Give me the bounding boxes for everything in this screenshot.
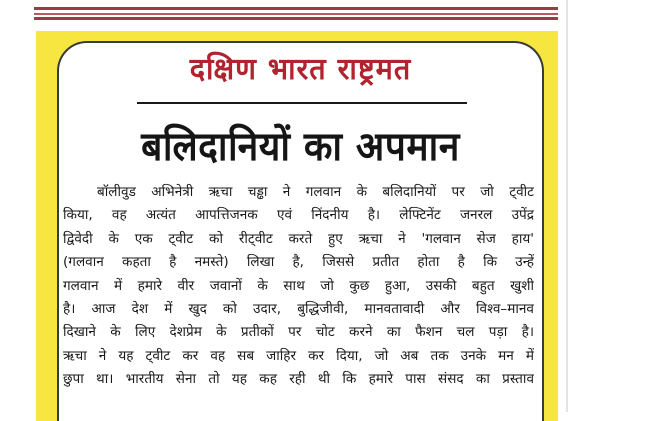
article-line: गलवान में हमारे वीर जवानों के साथ जो कुछ हुआ, उसकी बहुत खुशी [63, 277, 534, 294]
page-edge-divider [566, 0, 568, 412]
page-margin [566, 0, 650, 412]
top-rule-2 [34, 13, 558, 15]
masthead-title: दक्षिण भारत राष्ट्रमत [189, 52, 412, 87]
article-line: है। आज देश में खुद को उदार, बुद्धिजीवी, मानवतावादी और विश्व–मानव [63, 301, 534, 318]
top-rule-3 [34, 17, 558, 20]
masthead-divider [137, 102, 467, 104]
article-body [63, 181, 534, 392]
article-line: द्विवेदी के एक ट्वीट को रीट्वीट करते हुए ऋचा ने 'गलवान सेज हाय' [63, 230, 534, 247]
article-line: किया, वह अत्यंत आपत्तिजनक एवं निंदनीय है। लेफ्टिनेंट जनरल उपेंद्र [63, 207, 534, 224]
article-line: छुपा था। भारतीय सेना तो यह कह रही थी कि हमारे पास संसद का प्रस्ताव [63, 371, 534, 388]
article-line: दिखाने के लिए देशप्रेम के प्रतीकों पर चोट करने का फैशन चल पड़ा है। [63, 324, 534, 341]
top-rule-1 [34, 7, 558, 10]
article-line: बॉलीवुड अभिनेत्री ऋचा चड्ढा ने गलवान के बलिदानियों पर जो ट्वीट [97, 184, 534, 200]
article-headline: बलिदानियों का अपमान [141, 124, 460, 170]
article-line: ऋचा ने यह ट्वीट कर वह सब जाहिर कर दिया, जो अब तक उनके मन में [63, 347, 534, 364]
article-line: (गलवान कहता है नमस्ते) लिखा है, जिससे प्रतीत होता है कि उन्हें [63, 254, 534, 271]
top-decorative-rules [34, 7, 558, 21]
article-card [57, 41, 544, 421]
